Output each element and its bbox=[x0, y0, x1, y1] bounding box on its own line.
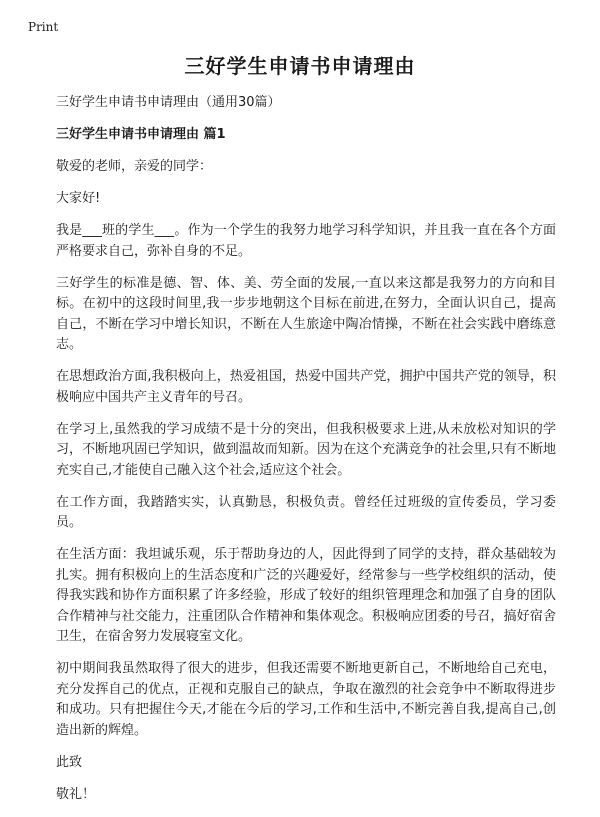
paragraph-life: 在生活方面：我坦诚乐观，乐于帮助身边的人，因此得到了同学的支持，群众基础较为扎实。拥有积极向上的生活态度和广泛的兴趣爱好，经常参与一些学校组织的活动，使得我实践和协作方面积累了许多经验，形成了较好的组织管理理念和加强了自身的团队合作精神与社交能力，注重团队合作精神和集体观念。积极响应团委的号召，搞好宿舍卫生，在宿舍努力发展寝室文化。 bbox=[56, 547, 556, 644]
paragraph-work: 在工作方面，我踏踏实实，认真勤恳，积极负责。曾经任过班级的宣传委员，学习委员。 bbox=[56, 494, 556, 530]
section-heading: 三好学生申请书申请理由 篇1 bbox=[56, 127, 226, 142]
document-body bbox=[56, 93, 556, 817]
closing-cizhi: 此致 bbox=[56, 754, 83, 770]
closing-jingli: 敬礼！ bbox=[56, 786, 96, 802]
paragraph-standards: 三好学生的标准是德、智、体、美、劳全面的发展,一直以来这都是我努力的方向和目标。在初中的这段时间里,我一步步地朝这个目标在前进,在努力，全面认识自己，提高自己，不断在学习中增长知识，不断在人生旅途中陶冶情操，不断在社会实践中磨练意志。 bbox=[56, 275, 556, 352]
greeting: 大家好! bbox=[56, 191, 101, 206]
paragraph-conclusion: 初中期间我虽然取得了很大的进步，但我还需要不断地更新自己，不断地给自己充电，充分发挥自己的优点，正视和克服自己的缺点，争取在激烈的社会竞争中不断取得进步和成功。只有把握住今天,才能在今后的学习,工作和生活中,不断完善自我,提高自己,创造出新的辉煌。 bbox=[56, 661, 556, 738]
document-subtitle: 三好学生申请书申请理由（通用30篇） bbox=[56, 95, 281, 110]
salutation: 敬爱的老师，亲爱的同学： bbox=[56, 159, 213, 174]
paragraph-politics: 在思想政治方面,我积极向上，热爱祖国，热爱中国共产党，拥护中国共产党的领导，积极响应中国共产主义青年的号召。 bbox=[56, 369, 556, 405]
paragraph-study: 在学习上,虽然我的学习成绩不是十分的突出，但我积极要求上进,从未放松对知识的学习，不断地巩固已学知识，做到温故而知新。因为在这个充满竞争的社会里,只有不断地充实自己,才能使自己融入这个社会,适应这个社会。 bbox=[56, 421, 556, 478]
print-link[interactable]: Print bbox=[28, 20, 59, 34]
paragraph-intro: 我是___班的学生___。作为一个学生的我努力地学习科学知识，并且我一直在各个方面严格要求自己，弥补自身的不足。 bbox=[56, 223, 556, 259]
document-title: 三好学生申请书申请理由 bbox=[184, 54, 416, 78]
